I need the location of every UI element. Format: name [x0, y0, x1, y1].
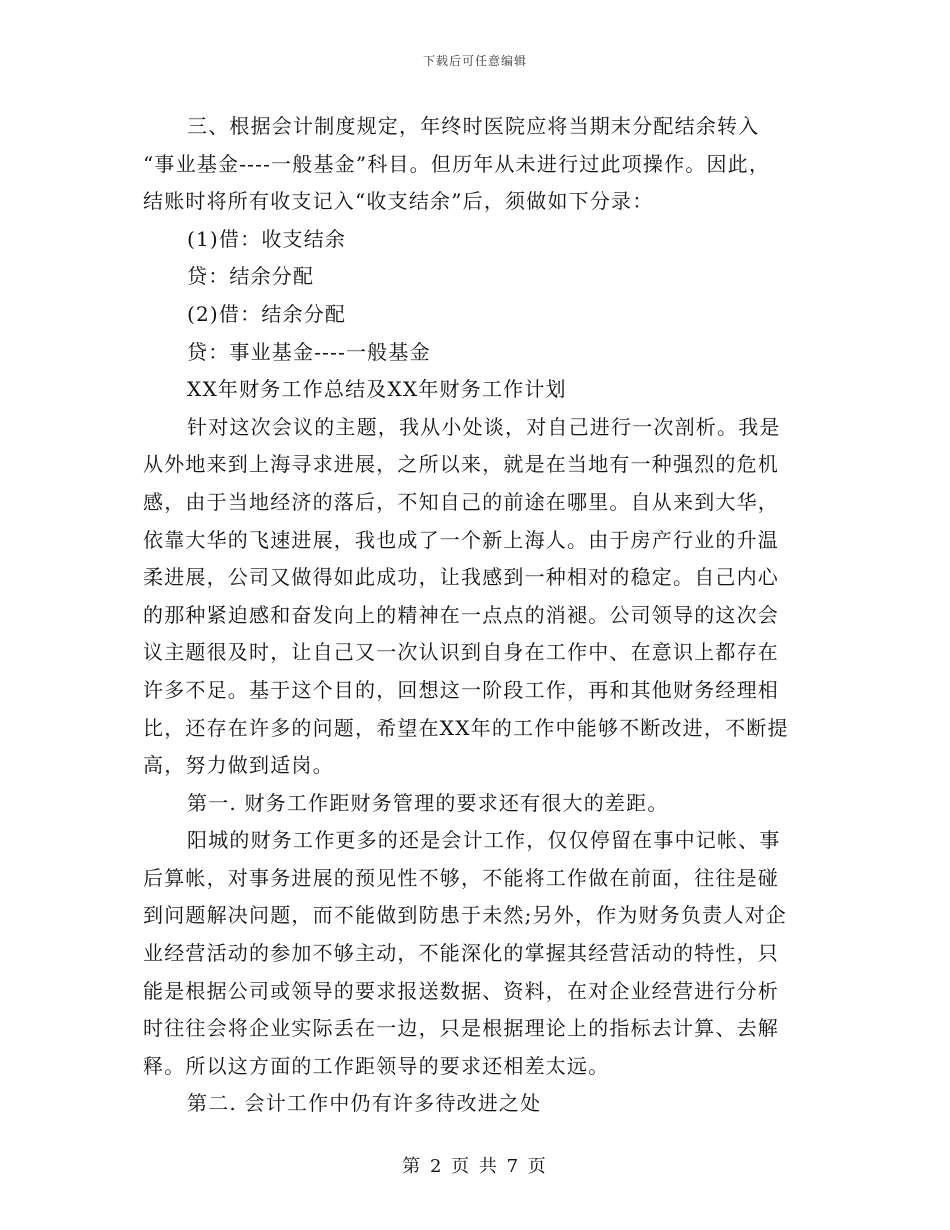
entry-line: (2)借：结余分配 — [187, 301, 347, 326]
entry-line: 贷：结余分配 — [187, 264, 315, 289]
paragraph-line: 许多不足。基于这个目的，回想这一阶段工作，再和其他财务经理相 — [143, 677, 779, 702]
paragraph-line: 到问题解决问题，而不能做到防患于未然;另外，作为财务负责人对企 — [143, 903, 787, 928]
paragraph-line: 三、根据会计制度规定，年终时医院应将当期末分配结余转入 — [187, 114, 760, 138]
paragraph-line: 业经营活动的参加不够主动，不能深化的掌握其经营活动的特性，只 — [143, 941, 779, 966]
paragraph-line: 阳城的财务工作更多的还是会计工作，仅仅停留在事中记帐、事 — [187, 828, 781, 853]
paragraph-line: 感，由于当地经济的落后，不知自己的前途在哪里。自从来到大华， — [143, 489, 779, 514]
paragraph-line: 能是根据公司或领导的要求报送数据、资料，在对企业经营进行分析 — [143, 978, 779, 1003]
paragraph-line: 的那种紧迫感和奋发向上的精神在一点点的消褪。公司领导的这次会 — [143, 602, 779, 627]
paragraph-line: 比，还存在许多的问题，希望在XX年的工作中能够不断改进，不断提 — [143, 715, 789, 740]
paragraph-line: 结账时将所有收支记入“收支结余”后，须做如下分录： — [143, 189, 654, 214]
paragraph-line: 针对这次会议的主题，我从小处谈，对自己进行一次剖析。我是 — [187, 414, 781, 439]
entry-line: (1)借：收支结余 — [187, 226, 347, 251]
document-body — [143, 108, 803, 1123]
paragraph-line: 后算帐，对事务进展的预见性不够，不能将工作做在前面，往往是碰 — [143, 865, 779, 890]
section-title: XX年财务工作总结及XX年财务工作计划 — [187, 377, 567, 402]
paragraph-line: 柔进展，公司又做得如此成功，让我感到一种相对的稳定。自己内心 — [143, 565, 779, 590]
paragraph-line: 依靠大华的飞速进展，我也成了一个新上海人。由于房产行业的升温 — [143, 527, 779, 552]
paragraph-line: 从外地来到上海寻求进展，之所以来，就是在当地有一种强烈的危机 — [143, 452, 779, 477]
page-number: 第 2 页 共 7 页 — [402, 1156, 548, 1177]
entry-line: 贷：事业基金----一般基金 — [187, 339, 431, 364]
page-header: 下载后可任意编辑 — [422, 54, 527, 68]
section-heading: 第二. 会计工作中仍有许多待改进之处 — [187, 1091, 542, 1116]
paragraph-line: 时往往会将企业实际丢在一边，只是根据理论上的指标去计算、去解 — [143, 1016, 779, 1041]
paragraph-line: “事业基金----一般基金”科目。但历年从未进行过此项操作。因此， — [143, 151, 771, 176]
paragraph-line: 释。所以这方面的工作距领导的要求还相差太远。 — [143, 1053, 610, 1078]
section-heading: 第一. 财务工作距财务管理的要求还有很大的差距。 — [187, 790, 669, 815]
paragraph-line: 议主题很及时，让自己又一次认识到自身在工作中、在意识上都存在 — [143, 640, 779, 665]
paragraph-line: 高，努力做到适岗。 — [143, 753, 334, 778]
